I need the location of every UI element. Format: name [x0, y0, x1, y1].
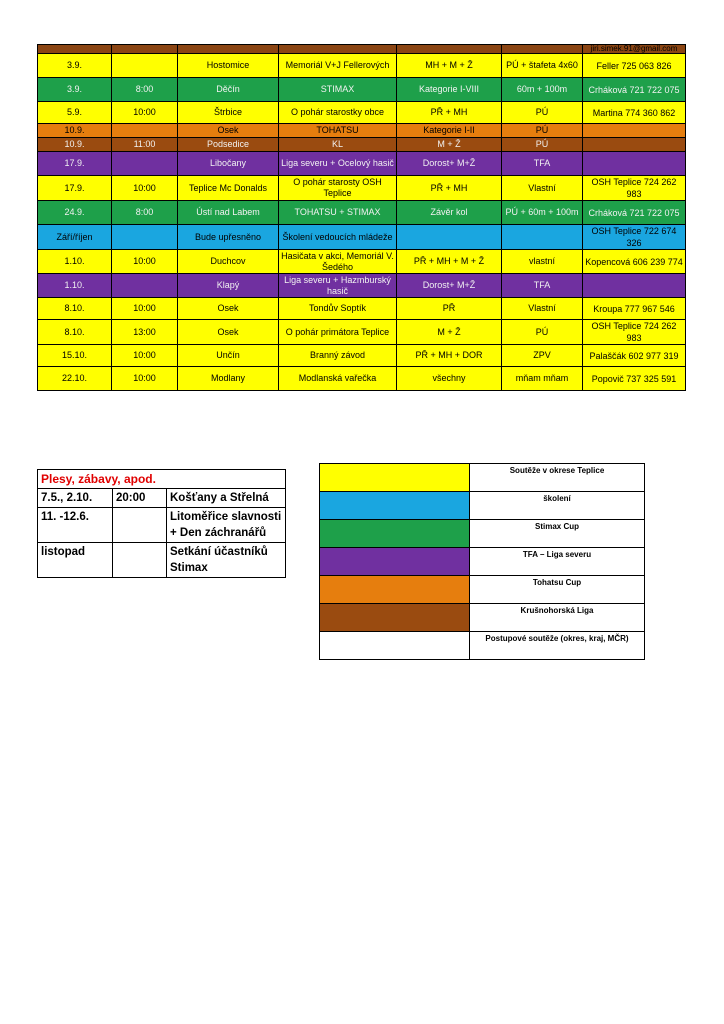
- cell-categories: M + Ž: [397, 320, 502, 345]
- cell-contact: Crháková 721 722 075: [583, 201, 686, 225]
- cell-contact: Palaščák 602 977 319: [583, 345, 686, 367]
- cell-time: 10:00: [112, 250, 178, 274]
- cell-place: Unčín: [178, 345, 279, 367]
- cell-place: Osek: [178, 320, 279, 345]
- cell-categories: Kategorie I-II: [397, 124, 502, 138]
- competition-schedule-table: [37, 44, 686, 391]
- cell-time: 10:00: [112, 345, 178, 367]
- cell-discipline: TFA: [502, 274, 583, 298]
- cell-discipline: PÚ + 60m + 100m: [502, 201, 583, 225]
- cell-time: 10:00: [112, 102, 178, 124]
- cell-place: Podsedice: [178, 138, 279, 152]
- cell-time: 10:00: [112, 298, 178, 320]
- cell-time: [112, 124, 178, 138]
- cell-contact: [583, 138, 686, 152]
- legend-label: Stimax Cup: [470, 520, 645, 548]
- cell-event: Branný závod: [279, 345, 397, 367]
- cell-categories: PŘ: [397, 298, 502, 320]
- color-legend: [319, 463, 645, 660]
- event-date: 11. -12.6.: [38, 508, 113, 543]
- header-cell: [279, 45, 397, 54]
- cell-categories: PŘ + MH + DOR: [397, 345, 502, 367]
- table-row: [38, 176, 686, 201]
- cell-categories: Závěr kol: [397, 201, 502, 225]
- event-name: Litoměřice slavnosti + Den záchranářů: [167, 508, 286, 543]
- cell-discipline: PÚ: [502, 124, 583, 138]
- cell-categories: Kategorie I-VIII: [397, 78, 502, 102]
- cell-place: Osek: [178, 298, 279, 320]
- legend-swatch: [320, 632, 470, 660]
- cell-contact: Crháková 721 722 075: [583, 78, 686, 102]
- legend-item: [320, 632, 645, 660]
- social-events-table: [37, 469, 286, 578]
- table-row: [38, 250, 686, 274]
- cell-date: 1.10.: [38, 250, 112, 274]
- header-cell: [178, 45, 279, 54]
- event-date: listopad: [38, 543, 113, 578]
- cell-contact: OSH Teplice 724 262 983: [583, 320, 686, 345]
- cell-place: Klapý: [178, 274, 279, 298]
- cell-discipline: vlastní: [502, 250, 583, 274]
- cell-discipline: PÚ + štafeta 4x60: [502, 54, 583, 78]
- cell-place: Modlany: [178, 367, 279, 391]
- cell-date: 22.10.: [38, 367, 112, 391]
- legend-swatch: [320, 520, 470, 548]
- cell-categories: M + Ž: [397, 138, 502, 152]
- cell-date: 17.9.: [38, 152, 112, 176]
- cell-event: Memoriál V+J Fellerových: [279, 54, 397, 78]
- cell-contact: Kopencová 606 239 774: [583, 250, 686, 274]
- cell-event: KL: [279, 138, 397, 152]
- cell-contact: Kroupa 777 967 546: [583, 298, 686, 320]
- cell-contact: [583, 274, 686, 298]
- cell-event: Liga severu + Ocelový hasič: [279, 152, 397, 176]
- cell-time: [112, 225, 178, 250]
- cell-discipline: 60m + 100m: [502, 78, 583, 102]
- event-time: [113, 508, 167, 543]
- cell-event: STIMAX: [279, 78, 397, 102]
- event-name: Košťany a Střelná: [167, 489, 286, 508]
- cell-categories: Dorost+ M+Ž: [397, 152, 502, 176]
- legend-item: [320, 576, 645, 604]
- cell-discipline: PÚ: [502, 102, 583, 124]
- cell-discipline: TFA: [502, 152, 583, 176]
- cell-event: O pohár starostky obce: [279, 102, 397, 124]
- cell-time: 8:00: [112, 78, 178, 102]
- cell-categories: PŘ + MH: [397, 176, 502, 201]
- cell-discipline: [502, 225, 583, 250]
- cell-date: 5.9.: [38, 102, 112, 124]
- cell-date: Září/říjen: [38, 225, 112, 250]
- cell-place: Duchcov: [178, 250, 279, 274]
- cell-time: 8:00: [112, 201, 178, 225]
- cell-place: Libočany: [178, 152, 279, 176]
- cell-time: 10:00: [112, 176, 178, 201]
- legend-item: [320, 548, 645, 576]
- cell-categories: PŘ + MH + M + Ž: [397, 250, 502, 274]
- table-row: [38, 367, 686, 391]
- cell-time: [112, 274, 178, 298]
- cell-discipline: PÚ: [502, 320, 583, 345]
- cell-place: Ústí nad Labem: [178, 201, 279, 225]
- cell-contact: OSH Teplice 724 262 983: [583, 176, 686, 201]
- cell-place: Teplice Mc Donalds: [178, 176, 279, 201]
- event-time: 20:00: [113, 489, 167, 508]
- cell-place: Hostomice: [178, 54, 279, 78]
- cell-contact: OSH Teplice 722 674 326: [583, 225, 686, 250]
- header-cell: [397, 45, 502, 54]
- list-item: [38, 508, 286, 543]
- table-row: [38, 274, 686, 298]
- cell-time: 11:00: [112, 138, 178, 152]
- cell-categories: [397, 225, 502, 250]
- legend-swatch: [320, 548, 470, 576]
- cell-categories: Dorost+ M+Ž: [397, 274, 502, 298]
- cell-time: 10:00: [112, 367, 178, 391]
- cell-date: 3.9.: [38, 54, 112, 78]
- cell-contact: [583, 152, 686, 176]
- cell-categories: PŘ + MH: [397, 102, 502, 124]
- cell-place: Děčín: [178, 78, 279, 102]
- cell-date: 1.10.: [38, 274, 112, 298]
- table-row: [38, 320, 686, 345]
- cell-discipline: PÚ: [502, 138, 583, 152]
- legend-swatch: [320, 604, 470, 632]
- list-item: [38, 489, 286, 508]
- cell-event: O pohár primátora Teplice: [279, 320, 397, 345]
- event-time: [113, 543, 167, 578]
- cell-event: Hasičata v akci, Memoriál V. Šedého: [279, 250, 397, 274]
- legend-label: školení: [470, 492, 645, 520]
- legend-label: Soutěže v okrese Teplice: [470, 464, 645, 492]
- cell-date: 17.9.: [38, 176, 112, 201]
- cell-event: Modlanská vařečka: [279, 367, 397, 391]
- cell-event: Tondův Soptík: [279, 298, 397, 320]
- legend-label: Krušnohorská Liga: [470, 604, 645, 632]
- cell-place: Bude upřesněno: [178, 225, 279, 250]
- event-date: 7.5., 2.10.: [38, 489, 113, 508]
- cell-time: [112, 152, 178, 176]
- table-row: [38, 225, 686, 250]
- cell-discipline: ZPV: [502, 345, 583, 367]
- cell-contact: [583, 124, 686, 138]
- table-row: [38, 54, 686, 78]
- cell-date: 3.9.: [38, 78, 112, 102]
- legend-item: [320, 604, 645, 632]
- cell-discipline: Vlastní: [502, 298, 583, 320]
- header-cell: [502, 45, 583, 54]
- cell-event: O pohár starosty OSH Teplice: [279, 176, 397, 201]
- cell-contact: Feller 725 063 826: [583, 54, 686, 78]
- events-title: Plesy, zábavy, apod.: [38, 470, 286, 489]
- cell-event: Školení vedoucích mládeže: [279, 225, 397, 250]
- cell-event: TOHATSU: [279, 124, 397, 138]
- header-cell: [38, 45, 112, 54]
- cell-date: 8.10.: [38, 298, 112, 320]
- cell-time: [112, 54, 178, 78]
- cell-date: 24.9.: [38, 201, 112, 225]
- table-row: [38, 78, 686, 102]
- cell-discipline: mňam mňam: [502, 367, 583, 391]
- event-name: Setkání účastníků Stimax: [167, 543, 286, 578]
- events-title-row: [38, 470, 286, 489]
- cell-place: Štrbice: [178, 102, 279, 124]
- cell-date: 10.9.: [38, 124, 112, 138]
- list-item: [38, 543, 286, 578]
- cell-date: 10.9.: [38, 138, 112, 152]
- cell-date: 15.10.: [38, 345, 112, 367]
- table-row: [38, 152, 686, 176]
- cell-event: Liga severu + Hazmburský hasič: [279, 274, 397, 298]
- cell-date: 8.10.: [38, 320, 112, 345]
- legend-swatch: [320, 492, 470, 520]
- table-row: [38, 124, 686, 138]
- cell-categories: všechny: [397, 367, 502, 391]
- cell-time: 13:00: [112, 320, 178, 345]
- legend-label: TFA – Liga severu: [470, 548, 645, 576]
- legend-item: [320, 492, 645, 520]
- legend-swatch: [320, 576, 470, 604]
- legend-item: [320, 520, 645, 548]
- table-row: [38, 345, 686, 367]
- cell-categories: MH + M + Ž: [397, 54, 502, 78]
- table-row: [38, 201, 686, 225]
- cell-event: TOHATSU + STIMAX: [279, 201, 397, 225]
- table-row: [38, 102, 686, 124]
- cell-contact: Martina 774 360 862: [583, 102, 686, 124]
- table-row: [38, 298, 686, 320]
- legend-swatch: [320, 464, 470, 492]
- header-cell: [112, 45, 178, 54]
- contact-email[interactable]: jiri.simek.91@gmail.com: [583, 45, 686, 54]
- cell-discipline: Vlastní: [502, 176, 583, 201]
- cell-contact: Popovič 737 325 591: [583, 367, 686, 391]
- table-header-row: [38, 45, 686, 54]
- legend-item: [320, 464, 645, 492]
- legend-label: Postupové soutěže (okres, kraj, MČR): [470, 632, 645, 660]
- cell-place: Osek: [178, 124, 279, 138]
- legend-label: Tohatsu Cup: [470, 576, 645, 604]
- table-row: [38, 138, 686, 152]
